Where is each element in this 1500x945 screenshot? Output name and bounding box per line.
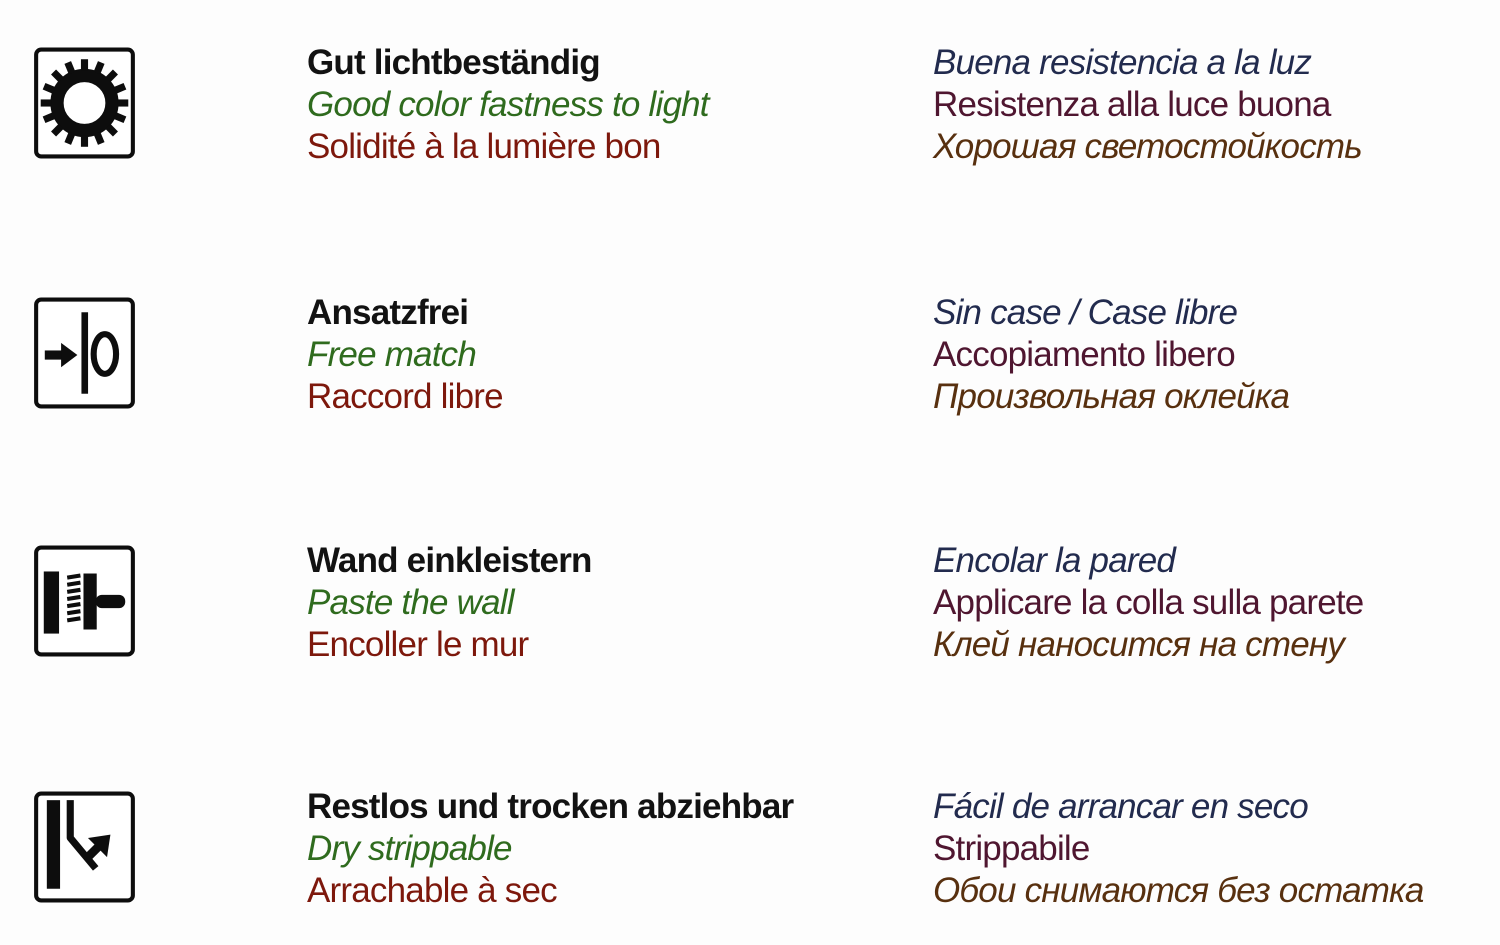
label-russian: Обои снимаются без остатка [933, 871, 1424, 910]
paste-the-wall-icon [33, 545, 136, 657]
label-german: Ansatzfrei [307, 293, 469, 332]
label-russian: Клей наносится на стену [933, 625, 1345, 664]
labels-right [933, 540, 1363, 666]
label-spanish: Encolar la pared [933, 541, 1176, 580]
label-spanish: Sin case / Case libre [933, 293, 1238, 332]
labels-right [933, 42, 1362, 168]
free-match-icon [33, 297, 136, 409]
label-italian: Strippabile [933, 829, 1090, 868]
labels-right [933, 786, 1424, 912]
legend-row-lightfastness [0, 42, 1500, 222]
label-german: Wand einkleistern [307, 541, 592, 580]
labels-left [307, 292, 503, 418]
label-russian: Хорошая светостойкость [933, 127, 1362, 166]
legend-row-free-match [0, 292, 1500, 472]
labels-left [307, 42, 709, 168]
legend-row-paste-the-wall [0, 540, 1500, 720]
label-german: Restlos und trocken abziehbar [307, 787, 794, 826]
label-french: Raccord libre [307, 377, 503, 416]
label-english: Free match [307, 335, 476, 374]
label-french: Arrachable à sec [307, 871, 557, 910]
label-italian: Resistenza alla luce buona [933, 85, 1331, 124]
label-italian: Applicare la colla sulla parete [933, 583, 1364, 622]
labels-left [307, 786, 793, 912]
label-english: Dry strippable [307, 829, 512, 868]
label-german: Gut lichtbeständig [307, 43, 600, 82]
label-russian: Произвольная оклейка [933, 377, 1290, 416]
label-french: Solidité à la lumière bon [307, 127, 661, 166]
lightfastness-gear-icon [33, 47, 136, 159]
label-english: Paste the wall [307, 583, 514, 622]
label-french: Encoller le mur [307, 625, 529, 664]
label-spanish: Buena resistencia a la luz [933, 43, 1312, 82]
label-spanish: Fácil de arrancar en seco [933, 787, 1308, 826]
dry-strippable-icon [33, 791, 136, 903]
legend-row-dry-strippable [0, 786, 1500, 945]
label-italian: Accopiamento libero [933, 335, 1235, 374]
labels-left [307, 540, 592, 666]
labels-right [933, 292, 1289, 418]
label-english: Good color fastness to light [307, 85, 709, 124]
